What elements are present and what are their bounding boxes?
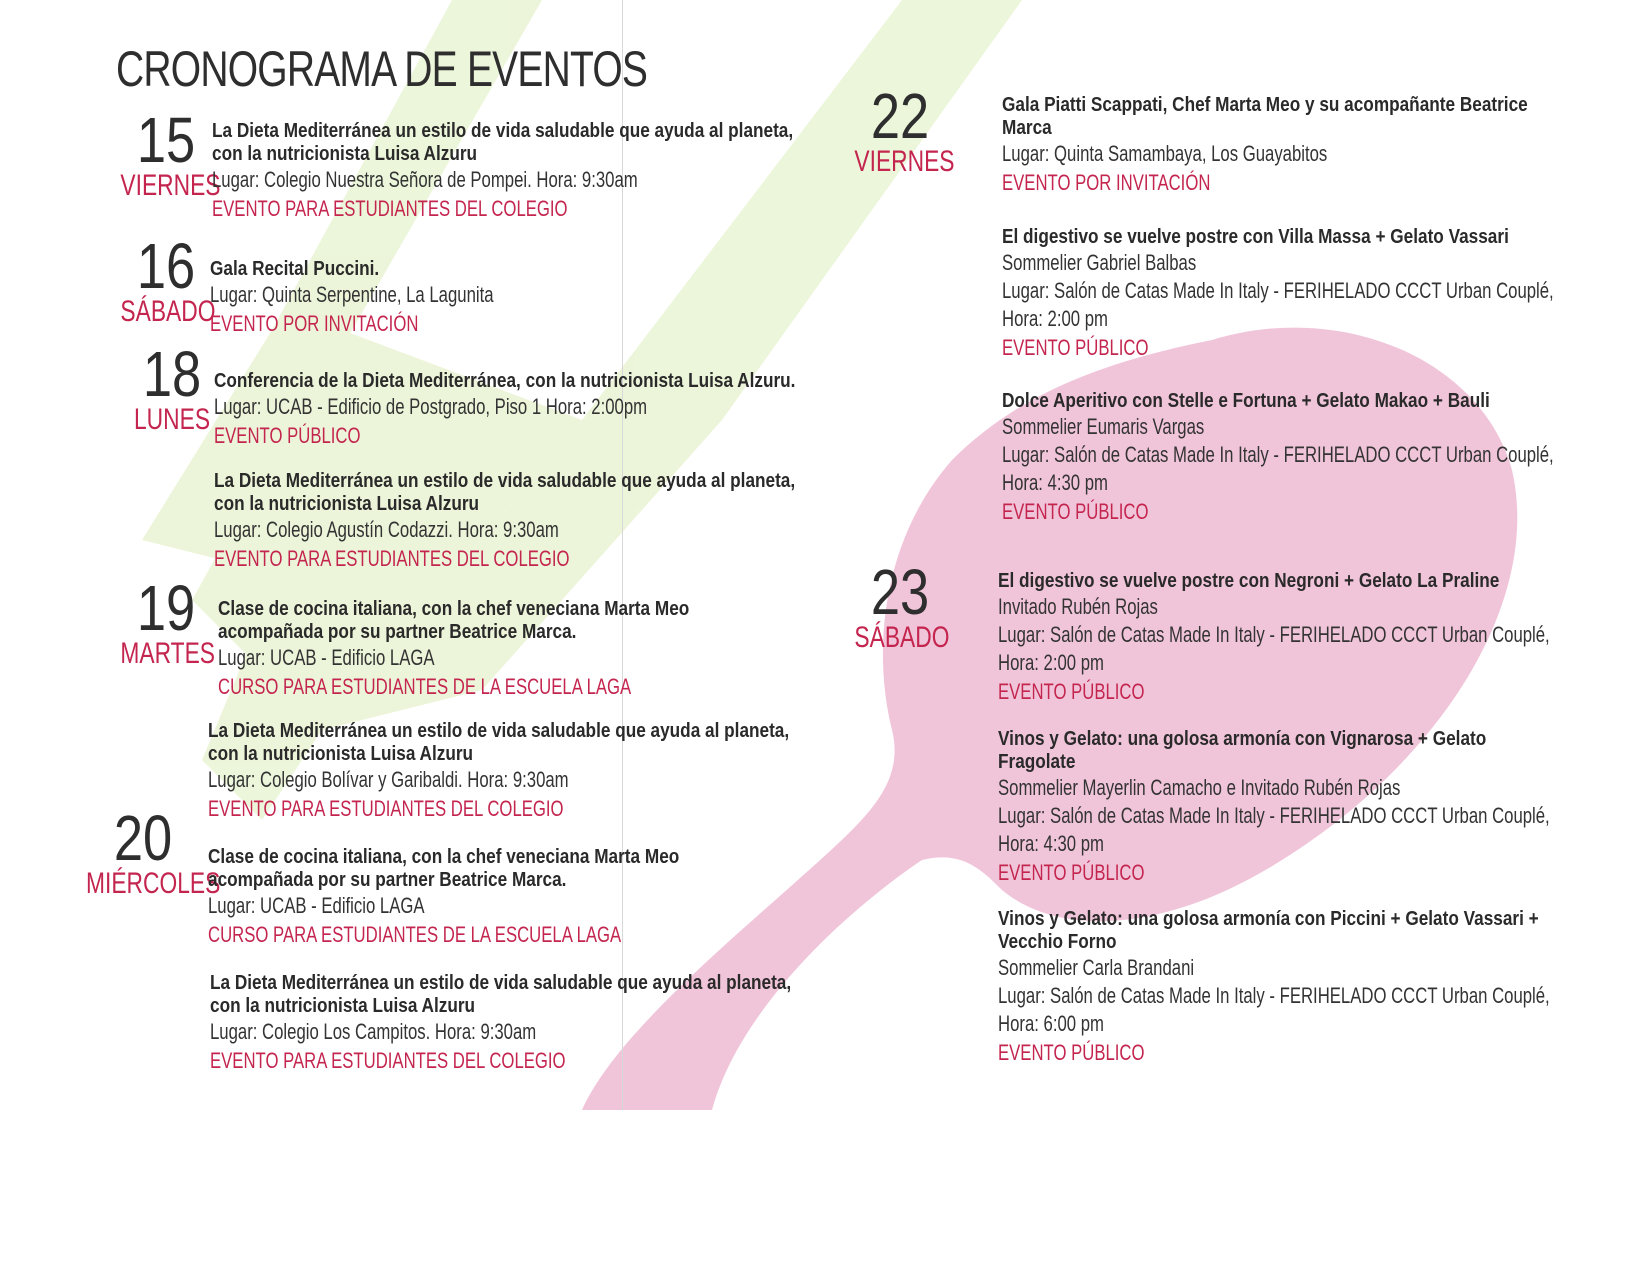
event-title: Vinos y Gelato: una golosa armonía con Piccini + Gelato Vassari + Vecchio Forno xyxy=(998,908,1539,953)
event-detail: Invitado Rubén Rojas xyxy=(998,594,1158,619)
day-number: 19 xyxy=(136,572,196,644)
day-16 xyxy=(106,230,226,328)
day-name: MIÉRCOLES xyxy=(86,867,221,900)
day-number: 18 xyxy=(142,338,202,410)
event-item xyxy=(218,598,868,702)
event-detail: Hora: 6:00 pm xyxy=(998,1011,1104,1036)
event-detail: Sommelier Mayerlin Camacho e Invitado Rubén Rojas xyxy=(998,775,1401,800)
event-item xyxy=(210,972,890,1076)
day-name: VIERNES xyxy=(854,145,955,178)
event-title: Gala Recital Puccini. xyxy=(210,258,380,280)
event-type-tag: EVENTO POR INVITACIÓN xyxy=(210,311,419,336)
event-detail: Lugar: Quinta Samambaya, Los Guayabitos xyxy=(1002,141,1328,166)
event-detail: Lugar: Salón de Catas Made In Italy - FERIHELADO CCCT Urban Couplé, xyxy=(998,622,1550,647)
event-item xyxy=(208,846,858,950)
event-item xyxy=(998,908,1648,1068)
event-detail: Sommelier Carla Brandani xyxy=(998,955,1195,980)
event-type-tag: EVENTO POR INVITACIÓN xyxy=(1002,170,1211,195)
day-18 xyxy=(122,338,222,436)
event-title: La Dieta Mediterránea un estilo de vida saludable que ayuda al planeta, con la nutricionista Luisa Alzuru xyxy=(208,720,790,765)
event-item xyxy=(208,720,888,824)
event-title: Clase de cocina italiana, con la chef veneciana Marta Meo acompañada por su partner Beatrice Marca. xyxy=(208,846,680,891)
event-detail: Hora: 2:00 pm xyxy=(998,650,1104,675)
event-type-tag: EVENTO PÚBLICO xyxy=(998,679,1145,704)
event-title: Dolce Aperitivo con Stelle e Fortuna + Gelato Makao + Bauli xyxy=(1002,390,1490,412)
event-title: El digestivo se vuelve postre con Negroni + Gelato La Praline xyxy=(998,570,1500,592)
day-number: 15 xyxy=(136,104,196,176)
event-item xyxy=(210,258,890,339)
event-title: La Dieta Mediterránea un estilo de vida saludable que ayuda al planeta, con la nutricionista Luisa Alzuru xyxy=(210,972,792,1017)
day-name: MARTES xyxy=(120,637,215,670)
event-item xyxy=(998,570,1650,707)
event-title: Gala Piatti Scappati, Chef Marta Meo y su acompañante Beatrice Marca xyxy=(1002,94,1528,139)
event-type-tag: EVENTO PARA ESTUDIANTES DEL COLEGIO xyxy=(210,1048,566,1073)
event-item xyxy=(1002,94,1650,198)
event-type-tag: CURSO PARA ESTUDIANTES DE LA ESCUELA LAGA xyxy=(218,674,632,699)
event-item xyxy=(212,120,892,224)
event-detail: Hora: 4:30 pm xyxy=(998,831,1104,856)
event-title: La Dieta Mediterránea un estilo de vida saludable que ayuda al planeta, con la nutricionista Luisa Alzuru xyxy=(214,470,796,515)
event-detail: Lugar: Quinta Serpentine, La Lagunita xyxy=(210,282,494,307)
event-detail: Lugar: Salón de Catas Made In Italy - FERIHELADO CCCT Urban Couplé, xyxy=(998,803,1550,828)
event-detail: Lugar: UCAB - Edificio LAGA xyxy=(208,893,425,918)
event-type-tag: EVENTO PARA ESTUDIANTES DEL COLEGIO xyxy=(214,546,570,571)
day-name: SÁBADO xyxy=(854,621,950,654)
day-number: 23 xyxy=(870,556,930,628)
event-type-tag: CURSO PARA ESTUDIANTES DE LA ESCUELA LAGA xyxy=(208,922,622,947)
event-title: La Dieta Mediterránea un estilo de vida saludable que ayuda al planeta, con la nutricionista Luisa Alzuru xyxy=(212,120,794,165)
day-name: LUNES xyxy=(134,403,211,436)
day-name: VIERNES xyxy=(120,169,221,202)
event-title: Vinos y Gelato: una golosa armonía con Vignarosa + Gelato Fragolate xyxy=(998,728,1487,773)
event-type-tag: EVENTO PÚBLICO xyxy=(214,423,361,448)
event-type-tag: EVENTO PÚBLICO xyxy=(998,1040,1145,1065)
event-detail: Lugar: UCAB - Edificio de Postgrado, Piso 1 Hora: 2:00pm xyxy=(214,394,648,419)
event-detail: Lugar: Colegio Los Campitos. Hora: 9:30am xyxy=(210,1019,537,1044)
event-type-tag: EVENTO PÚBLICO xyxy=(998,860,1145,885)
brochure-sheet xyxy=(22,0,1650,1110)
event-detail: Lugar: UCAB - Edificio LAGA xyxy=(218,645,435,670)
day-15 xyxy=(106,104,226,202)
event-type-tag: EVENTO PÚBLICO xyxy=(1002,335,1149,360)
event-detail: Lugar: Salón de Catas Made In Italy - FERIHELADO CCCT Urban Couplé, xyxy=(1002,442,1554,467)
event-detail: Lugar: Salón de Catas Made In Italy - FERIHELADO CCCT Urban Couplé, xyxy=(1002,278,1554,303)
event-item xyxy=(214,370,934,451)
event-detail: Hora: 2:00 pm xyxy=(1002,306,1108,331)
event-type-tag: EVENTO PÚBLICO xyxy=(1002,499,1149,524)
event-detail: Lugar: Colegio Nuestra Señora de Pompei. Hora: 9:30am xyxy=(212,167,638,192)
event-title: Conferencia de la Dieta Mediterránea, con la nutricionista Luisa Alzuru. xyxy=(214,370,796,392)
event-detail: Lugar: Colegio Bolívar y Garibaldi. Hora: 9:30am xyxy=(208,767,569,792)
day-number: 16 xyxy=(136,230,196,302)
event-item xyxy=(214,470,894,574)
event-title: El digestivo se vuelve postre con Villa Massa + Gelato Vassari xyxy=(1002,226,1509,248)
event-type-tag: EVENTO PARA ESTUDIANTES DEL COLEGIO xyxy=(208,796,564,821)
event-detail: Lugar: Colegio Agustín Codazzi. Hora: 9:30am xyxy=(214,517,559,542)
day-19 xyxy=(106,572,226,670)
event-detail: Sommelier Gabriel Balbas xyxy=(1002,250,1197,275)
event-item xyxy=(1002,390,1650,527)
event-type-tag: EVENTO PARA ESTUDIANTES DEL COLEGIO xyxy=(212,196,568,221)
page-title: CRONOGRAMA DE EVENTOS xyxy=(116,41,648,97)
day-number: 20 xyxy=(113,802,173,874)
event-detail: Sommelier Eumaris Vargas xyxy=(1002,414,1205,439)
day-number: 22 xyxy=(870,80,930,152)
event-item xyxy=(1002,226,1650,363)
event-item xyxy=(998,728,1648,888)
event-title: Clase de cocina italiana, con la chef veneciana Marta Meo acompañada por su partner Beatrice Marca. xyxy=(218,598,690,643)
day-name: SÁBADO xyxy=(120,295,216,328)
event-detail: Lugar: Salón de Catas Made In Italy - FERIHELADO CCCT Urban Couplé, xyxy=(998,983,1550,1008)
day-20 xyxy=(68,802,221,900)
event-detail: Hora: 4:30 pm xyxy=(1002,470,1108,495)
